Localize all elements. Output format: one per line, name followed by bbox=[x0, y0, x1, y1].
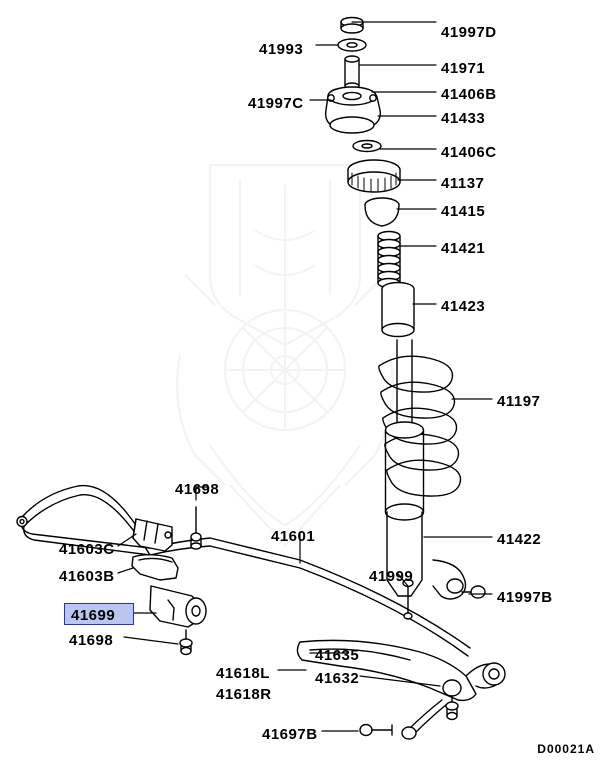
part-label-41993: 41993 bbox=[259, 41, 304, 58]
part-41423 bbox=[382, 283, 414, 337]
part-label-41997B: 41997B bbox=[497, 589, 553, 606]
part-label-41697B: 41697B bbox=[262, 726, 318, 743]
part-label-41618L: 41618L bbox=[216, 665, 270, 682]
part-41137 bbox=[348, 160, 400, 192]
part-label-41421: 41421 bbox=[441, 240, 486, 257]
part-label-41197: 41197 bbox=[497, 393, 541, 410]
part-label-41618R: 41618R bbox=[216, 686, 272, 703]
part-label-41415: 41415 bbox=[441, 203, 486, 220]
diagram-footer-code: D00021A bbox=[537, 742, 595, 756]
part-41971 bbox=[345, 56, 359, 89]
part-41433 bbox=[326, 87, 381, 133]
part-label-41997C: 41997C bbox=[248, 95, 304, 112]
part-label-41603B: 41603B bbox=[59, 568, 115, 585]
part-label-41971: 41971 bbox=[441, 60, 486, 77]
part-label-41601: 41601 bbox=[271, 528, 316, 545]
part-label-41698-upper: 41698 bbox=[175, 481, 220, 498]
part-41421 bbox=[378, 232, 400, 288]
part-label-41603C: 41603C bbox=[59, 541, 115, 558]
part-41993 bbox=[338, 39, 366, 51]
part-label-41423: 41423 bbox=[441, 298, 486, 315]
part-label-41632: 41632 bbox=[315, 670, 360, 687]
part-label-41406B: 41406B bbox=[441, 86, 497, 103]
part-41406C bbox=[353, 141, 381, 152]
part-label-41406C: 41406C bbox=[441, 144, 497, 161]
part-41997D bbox=[341, 18, 363, 34]
part-label-41997D: 41997D bbox=[441, 24, 497, 41]
part-label-41422: 41422 bbox=[497, 531, 542, 548]
part-41415 bbox=[365, 198, 399, 226]
part-label-41433: 41433 bbox=[441, 110, 486, 127]
part-label-41698-lower: 41698 bbox=[69, 632, 114, 649]
part-label-41137: 41137 bbox=[441, 175, 485, 192]
part-41698-upper bbox=[191, 507, 201, 549]
part-label-41699: 41699 bbox=[71, 607, 116, 624]
part-label-41635: 41635 bbox=[315, 647, 360, 664]
part-41603B bbox=[132, 555, 178, 580]
part-label-41999: 41999 bbox=[369, 568, 414, 585]
part-41697B bbox=[360, 725, 392, 736]
